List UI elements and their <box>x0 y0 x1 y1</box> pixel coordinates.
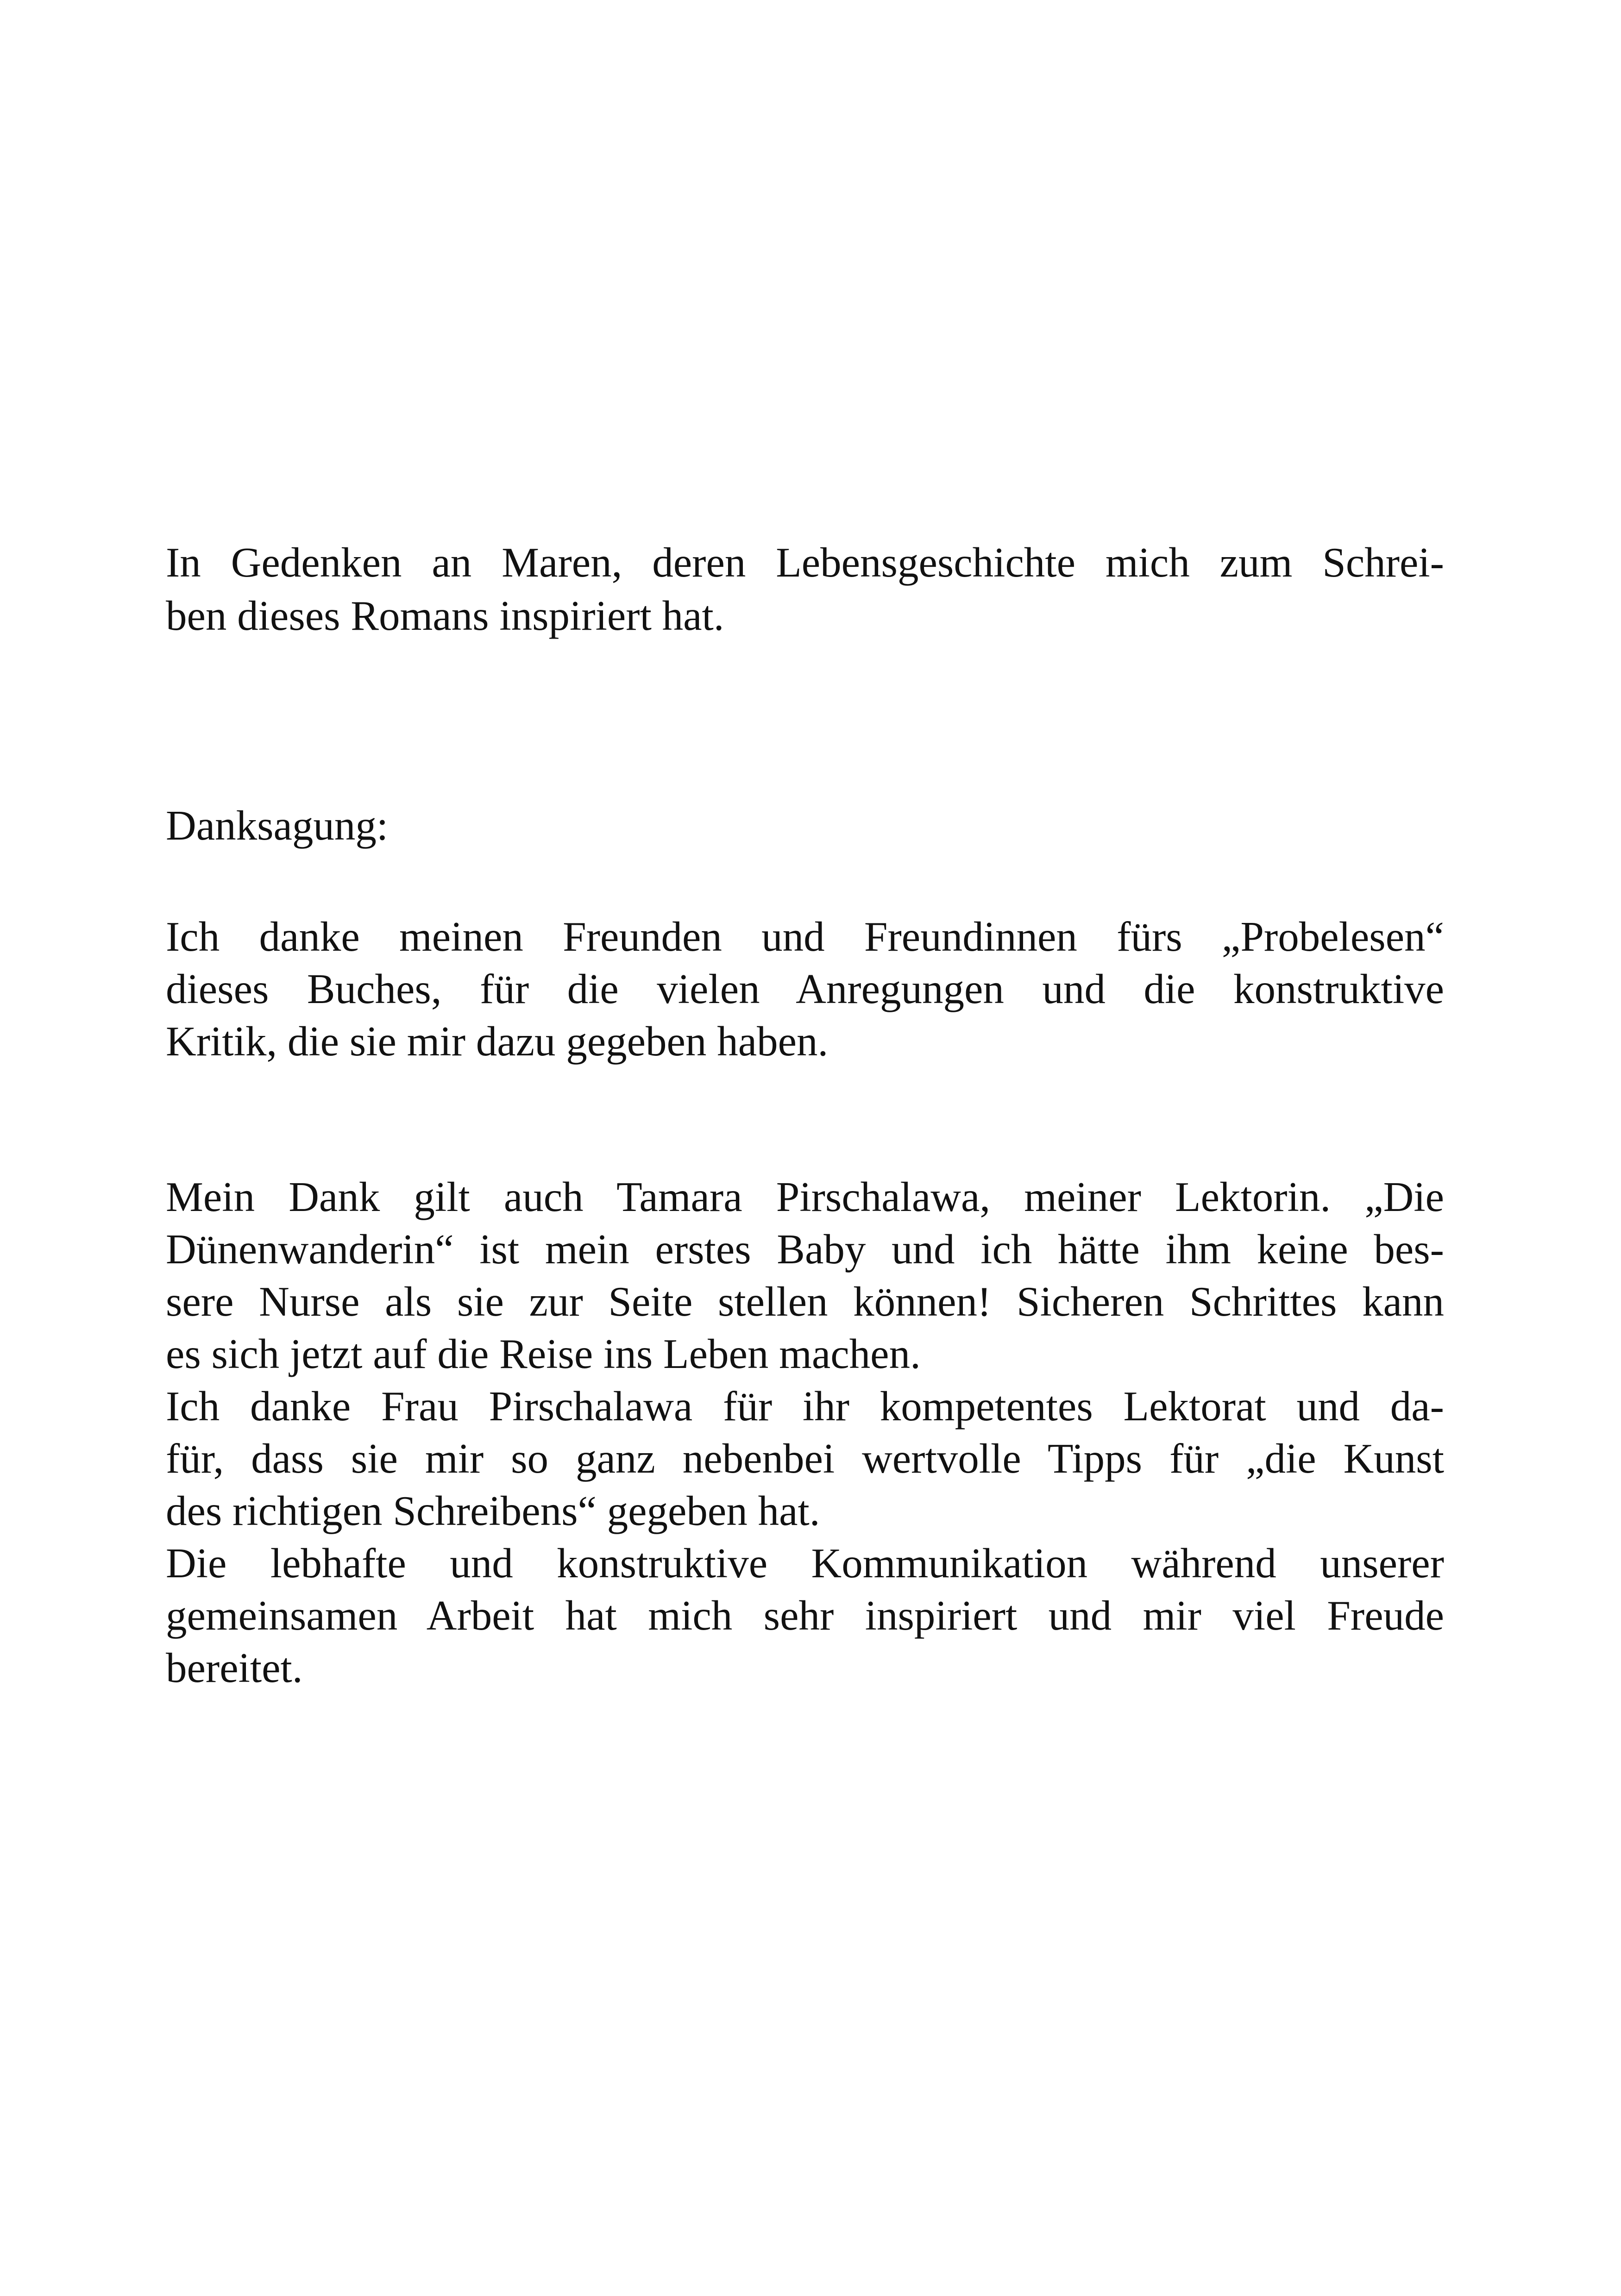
paragraph-2-line-5: Ich danke Frau Pirschalawa für ihr kompetentes Lektorat und da- <box>166 1383 1444 1430</box>
paragraph-2-line-10: bereitet. <box>166 1644 303 1691</box>
paragraph-1-line-2: dieses Buches, für die vielen Anregungen und die konstruktive <box>166 966 1444 1012</box>
paragraph-2-line-3: sere Nurse als sie zur Seite stellen können! Sicheren Schrittes kann <box>166 1278 1444 1325</box>
acknowledgements-heading: Danksagung: <box>166 802 389 849</box>
dedication-line-2: ben dieses Romans inspiriert hat. <box>166 592 724 639</box>
paragraph-2-line-4: es sich jetzt auf die Reise ins Leben machen. <box>166 1330 921 1377</box>
dedication-line-1: In Gedenken an Maren, deren Lebensgeschichte mich zum Schrei- <box>166 539 1444 586</box>
paragraph-2-line-1: Mein Dank gilt auch Tamara Pirschalawa, meiner Lektorin. „Die <box>166 1173 1444 1220</box>
paragraph-2-line-6: für, dass sie mir so ganz nebenbei wertvolle Tipps für „die Kunst <box>166 1435 1444 1482</box>
paragraph-1-line-3: Kritik, die sie mir dazu gegeben haben. <box>166 1018 829 1065</box>
paragraph-2-line-2: Dünenwanderin“ ist mein erstes Baby und ich hätte ihm keine bes- <box>166 1226 1444 1273</box>
paragraph-2-line-7: des richtigen Schreibens“ gegeben hat. <box>166 1487 820 1534</box>
paragraph-2-line-9: gemeinsamen Arbeit hat mich sehr inspiriert und mir viel Freude <box>166 1592 1444 1639</box>
paragraph-1-line-1: Ich danke meinen Freunden und Freundinnen fürs „Probelesen“ <box>166 913 1444 960</box>
paragraph-2-line-8: Die lebhafte und konstruktive Kommunikation während unserer <box>166 1540 1444 1587</box>
